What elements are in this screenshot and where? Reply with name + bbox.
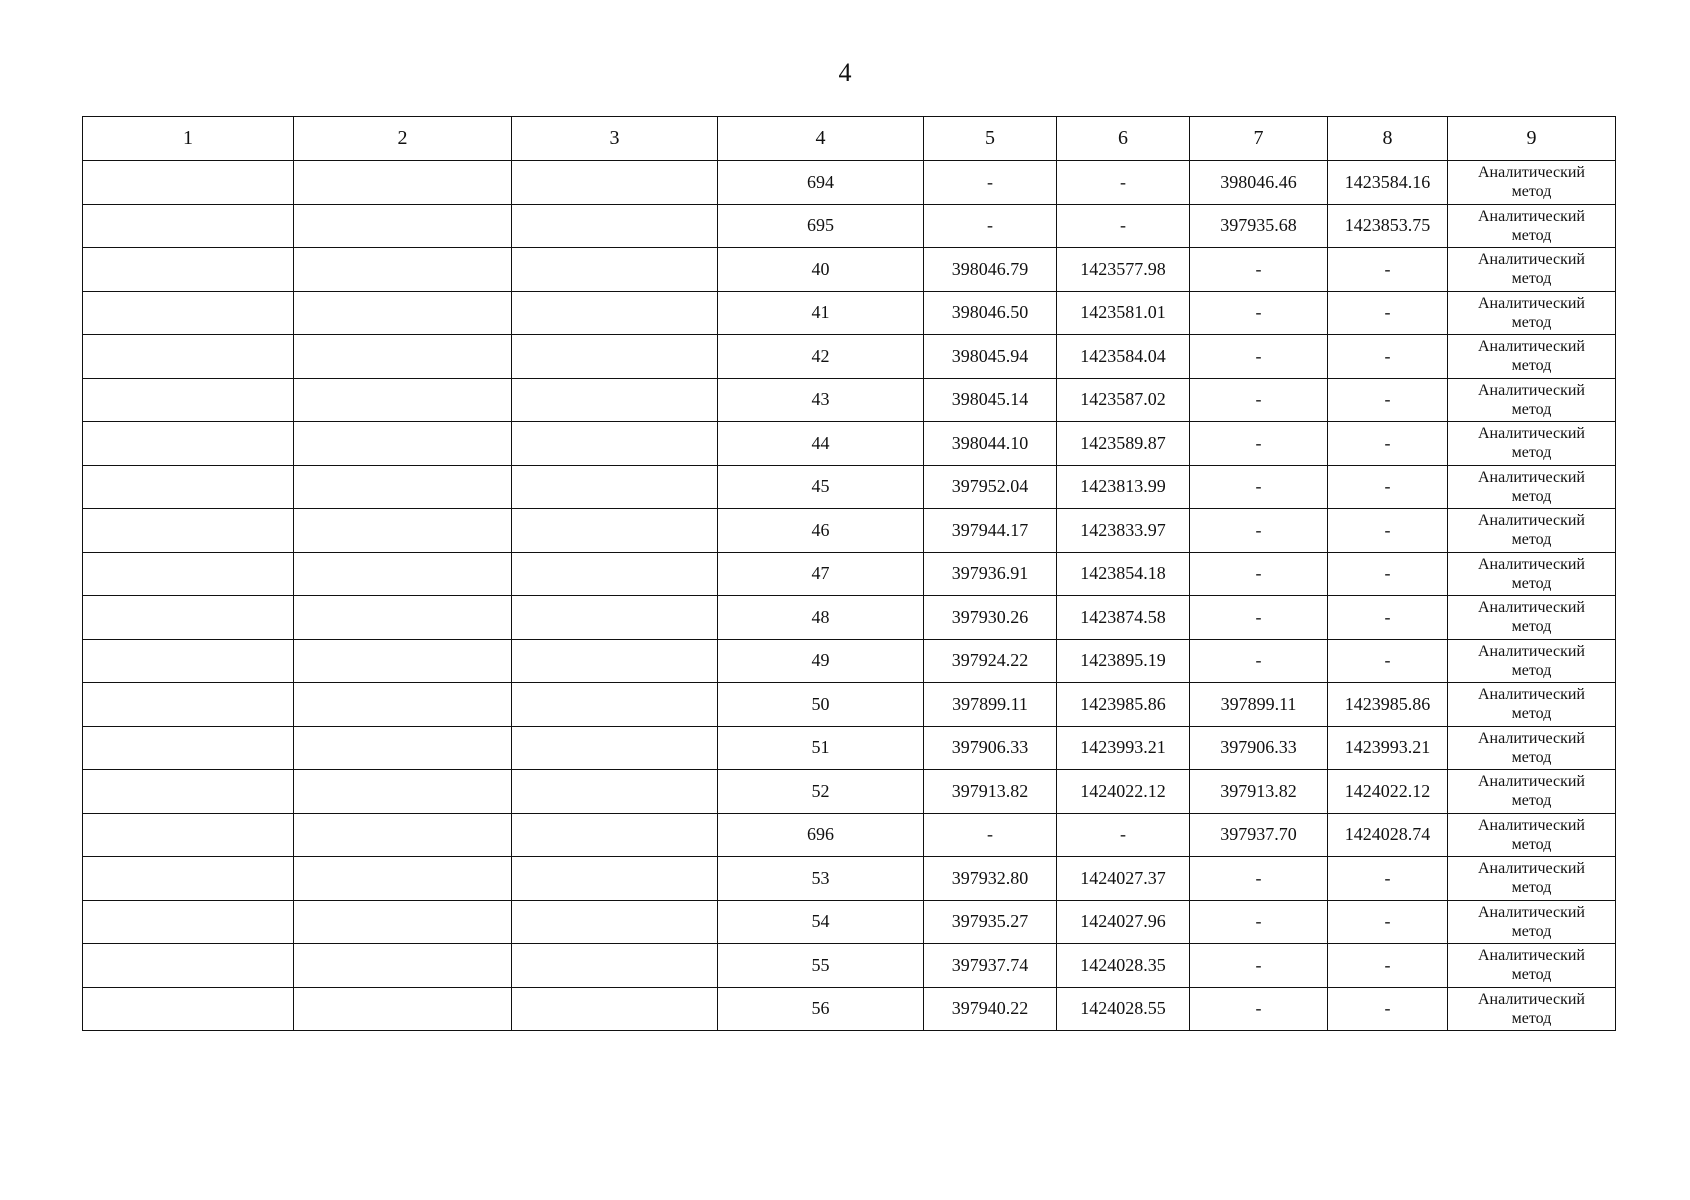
cell-col1 xyxy=(83,944,294,988)
method-line-2: метод xyxy=(1511,270,1552,288)
cell-y-existing: 1423584.04 xyxy=(1057,335,1190,379)
table-row xyxy=(83,944,1616,988)
method-line-2: метод xyxy=(1511,922,1552,940)
method-line-1: Аналитический xyxy=(1477,860,1585,878)
cell-col1 xyxy=(83,509,294,553)
cell-x-refined: - xyxy=(1190,596,1328,640)
cell-x-refined: 397899.11 xyxy=(1190,683,1328,727)
cell-col3 xyxy=(512,596,718,640)
cell-x-refined: - xyxy=(1190,509,1328,553)
cell-method xyxy=(1448,509,1616,553)
cell-point-number: 52 xyxy=(718,770,924,814)
cell-col1 xyxy=(83,596,294,640)
cell-col3 xyxy=(512,552,718,596)
cell-y-refined: - xyxy=(1328,378,1448,422)
method-line-2: метод xyxy=(1511,966,1552,984)
cell-point-number: 51 xyxy=(718,726,924,770)
method-line-1: Аналитический xyxy=(1477,903,1585,921)
cell-x-existing: 397937.74 xyxy=(924,944,1057,988)
method-line-2: метод xyxy=(1511,444,1552,462)
cell-point-number: 46 xyxy=(718,509,924,553)
cell-x-existing: 397930.26 xyxy=(924,596,1057,640)
cell-y-refined: 1423993.21 xyxy=(1328,726,1448,770)
method-line-1: Аналитический xyxy=(1477,947,1585,965)
cell-col2 xyxy=(294,900,512,944)
cell-y-existing: 1423895.19 xyxy=(1057,639,1190,683)
cell-col3 xyxy=(512,465,718,509)
column-header: 2 xyxy=(294,117,512,161)
cell-y-existing: 1423813.99 xyxy=(1057,465,1190,509)
cell-col3 xyxy=(512,987,718,1031)
cell-x-refined: - xyxy=(1190,335,1328,379)
table-row xyxy=(83,422,1616,466)
method-line-2: метод xyxy=(1511,792,1552,810)
method-line-1: Аналитический xyxy=(1477,207,1585,225)
column-header: 4 xyxy=(718,117,924,161)
cell-point-number: 41 xyxy=(718,291,924,335)
table-row xyxy=(83,248,1616,292)
cell-col2 xyxy=(294,987,512,1031)
cell-col2 xyxy=(294,161,512,205)
cell-point-number: 43 xyxy=(718,378,924,422)
cell-method xyxy=(1448,161,1616,205)
cell-col2 xyxy=(294,509,512,553)
cell-col3 xyxy=(512,770,718,814)
header-row xyxy=(83,117,1616,161)
cell-col1 xyxy=(83,857,294,901)
cell-x-refined: 398046.46 xyxy=(1190,161,1328,205)
method-line-1: Аналитический xyxy=(1477,425,1585,443)
table-row xyxy=(83,639,1616,683)
cell-y-refined: - xyxy=(1328,248,1448,292)
cell-col3 xyxy=(512,204,718,248)
method-line-1: Аналитический xyxy=(1477,164,1585,182)
cell-col3 xyxy=(512,726,718,770)
cell-point-number: 53 xyxy=(718,857,924,901)
cell-point-number: 55 xyxy=(718,944,924,988)
cell-y-refined: 1423853.75 xyxy=(1328,204,1448,248)
method-line-2: метод xyxy=(1511,400,1552,418)
cell-col3 xyxy=(512,857,718,901)
table-row xyxy=(83,204,1616,248)
cell-point-number: 54 xyxy=(718,900,924,944)
cell-x-existing: 397932.80 xyxy=(924,857,1057,901)
method-line-1: Аналитический xyxy=(1477,686,1585,704)
cell-col2 xyxy=(294,291,512,335)
cell-col2 xyxy=(294,683,512,727)
cell-col1 xyxy=(83,378,294,422)
cell-y-refined: - xyxy=(1328,944,1448,988)
cell-point-number: 42 xyxy=(718,335,924,379)
table-row xyxy=(83,857,1616,901)
method-line-2: метод xyxy=(1511,531,1552,549)
cell-method xyxy=(1448,944,1616,988)
method-line-2: метод xyxy=(1511,1009,1552,1027)
coordinates-table xyxy=(82,116,1616,1031)
cell-x-existing: 397936.91 xyxy=(924,552,1057,596)
cell-method xyxy=(1448,683,1616,727)
cell-col2 xyxy=(294,378,512,422)
cell-col1 xyxy=(83,422,294,466)
cell-x-refined: 397937.70 xyxy=(1190,813,1328,857)
method-line-2: метод xyxy=(1511,487,1552,505)
cell-point-number: 696 xyxy=(718,813,924,857)
cell-y-existing: 1423581.01 xyxy=(1057,291,1190,335)
cell-col1 xyxy=(83,291,294,335)
column-header: 8 xyxy=(1328,117,1448,161)
cell-x-existing: - xyxy=(924,161,1057,205)
method-line-1: Аналитический xyxy=(1477,729,1585,747)
method-line-2: метод xyxy=(1511,574,1552,592)
method-line-1: Аналитический xyxy=(1477,338,1585,356)
cell-method xyxy=(1448,639,1616,683)
cell-y-existing: 1424022.12 xyxy=(1057,770,1190,814)
cell-x-existing: 398045.14 xyxy=(924,378,1057,422)
cell-x-refined: 397906.33 xyxy=(1190,726,1328,770)
table-row xyxy=(83,770,1616,814)
method-line-2: метод xyxy=(1511,618,1552,636)
cell-col3 xyxy=(512,900,718,944)
cell-col2 xyxy=(294,552,512,596)
page-number: 4 xyxy=(838,58,852,87)
cell-y-refined: - xyxy=(1328,291,1448,335)
cell-x-existing: - xyxy=(924,813,1057,857)
cell-col2 xyxy=(294,726,512,770)
method-line-1: Аналитический xyxy=(1477,816,1585,834)
column-header: 5 xyxy=(924,117,1057,161)
cell-y-existing: 1424028.35 xyxy=(1057,944,1190,988)
cell-point-number: 48 xyxy=(718,596,924,640)
method-line-2: метод xyxy=(1511,313,1552,331)
column-header: 9 xyxy=(1448,117,1616,161)
cell-x-refined: - xyxy=(1190,639,1328,683)
column-header: 1 xyxy=(83,117,294,161)
table-row xyxy=(83,726,1616,770)
method-line-1: Аналитический xyxy=(1477,294,1585,312)
method-line-1: Аналитический xyxy=(1477,599,1585,617)
cell-method xyxy=(1448,465,1616,509)
cell-method xyxy=(1448,596,1616,640)
cell-y-existing: 1424027.96 xyxy=(1057,900,1190,944)
cell-col2 xyxy=(294,857,512,901)
table-row xyxy=(83,900,1616,944)
cell-y-refined: 1424028.74 xyxy=(1328,813,1448,857)
cell-method xyxy=(1448,335,1616,379)
method-line-2: метод xyxy=(1511,226,1552,244)
method-line-2: метод xyxy=(1511,835,1552,853)
cell-y-refined: - xyxy=(1328,465,1448,509)
cell-col2 xyxy=(294,204,512,248)
method-line-1: Аналитический xyxy=(1477,251,1585,269)
cell-x-existing: 397940.22 xyxy=(924,987,1057,1031)
method-line-1: Аналитический xyxy=(1477,773,1585,791)
cell-col2 xyxy=(294,639,512,683)
cell-y-existing: 1423587.02 xyxy=(1057,378,1190,422)
cell-x-refined: - xyxy=(1190,944,1328,988)
cell-point-number: 50 xyxy=(718,683,924,727)
cell-col2 xyxy=(294,465,512,509)
table-row xyxy=(83,291,1616,335)
cell-x-refined: - xyxy=(1190,857,1328,901)
cell-col1 xyxy=(83,465,294,509)
cell-y-refined: - xyxy=(1328,335,1448,379)
cell-method xyxy=(1448,900,1616,944)
table-row xyxy=(83,161,1616,205)
cell-y-refined: 1423985.86 xyxy=(1328,683,1448,727)
table-row xyxy=(83,378,1616,422)
cell-col3 xyxy=(512,248,718,292)
cell-col1 xyxy=(83,726,294,770)
table-row xyxy=(83,552,1616,596)
cell-x-refined: 397935.68 xyxy=(1190,204,1328,248)
cell-point-number: 56 xyxy=(718,987,924,1031)
cell-x-existing: 398044.10 xyxy=(924,422,1057,466)
cell-col1 xyxy=(83,813,294,857)
cell-y-existing: 1423833.97 xyxy=(1057,509,1190,553)
cell-y-refined: - xyxy=(1328,900,1448,944)
column-header: 7 xyxy=(1190,117,1328,161)
cell-method xyxy=(1448,770,1616,814)
cell-col3 xyxy=(512,422,718,466)
cell-method xyxy=(1448,291,1616,335)
cell-x-existing: 398046.50 xyxy=(924,291,1057,335)
cell-col1 xyxy=(83,639,294,683)
cell-x-existing: 397935.27 xyxy=(924,900,1057,944)
cell-col2 xyxy=(294,596,512,640)
cell-point-number: 44 xyxy=(718,422,924,466)
cell-col3 xyxy=(512,161,718,205)
cell-x-refined: - xyxy=(1190,900,1328,944)
table-row xyxy=(83,465,1616,509)
cell-col1 xyxy=(83,683,294,727)
cell-y-refined: - xyxy=(1328,987,1448,1031)
cell-point-number: 49 xyxy=(718,639,924,683)
method-line-1: Аналитический xyxy=(1477,642,1585,660)
cell-x-refined: - xyxy=(1190,248,1328,292)
cell-y-existing: - xyxy=(1057,161,1190,205)
cell-col3 xyxy=(512,335,718,379)
method-line-1: Аналитический xyxy=(1477,381,1585,399)
cell-col3 xyxy=(512,813,718,857)
column-header: 3 xyxy=(512,117,718,161)
cell-method xyxy=(1448,248,1616,292)
cell-x-existing: 397944.17 xyxy=(924,509,1057,553)
column-header: 6 xyxy=(1057,117,1190,161)
method-line-2: метод xyxy=(1511,748,1552,766)
method-line-2: метод xyxy=(1511,183,1552,201)
cell-x-existing: 397952.04 xyxy=(924,465,1057,509)
cell-y-existing: 1423985.86 xyxy=(1057,683,1190,727)
cell-point-number: 40 xyxy=(718,248,924,292)
cell-col3 xyxy=(512,291,718,335)
cell-col2 xyxy=(294,248,512,292)
cell-col2 xyxy=(294,944,512,988)
cell-point-number: 695 xyxy=(718,204,924,248)
cell-x-existing: 397899.11 xyxy=(924,683,1057,727)
cell-col1 xyxy=(83,335,294,379)
cell-point-number: 45 xyxy=(718,465,924,509)
cell-col1 xyxy=(83,204,294,248)
cell-x-refined: - xyxy=(1190,552,1328,596)
cell-col1 xyxy=(83,987,294,1031)
cell-x-refined: - xyxy=(1190,378,1328,422)
cell-method xyxy=(1448,552,1616,596)
cell-col3 xyxy=(512,683,718,727)
table-row xyxy=(83,509,1616,553)
cell-x-refined: - xyxy=(1190,465,1328,509)
method-line-2: метод xyxy=(1511,879,1552,897)
method-line-1: Аналитический xyxy=(1477,512,1585,530)
cell-col3 xyxy=(512,378,718,422)
cell-col2 xyxy=(294,770,512,814)
cell-method xyxy=(1448,726,1616,770)
cell-col1 xyxy=(83,770,294,814)
cell-x-existing: 397906.33 xyxy=(924,726,1057,770)
cell-method xyxy=(1448,422,1616,466)
cell-y-existing: 1423874.58 xyxy=(1057,596,1190,640)
cell-y-refined: - xyxy=(1328,639,1448,683)
cell-y-existing: 1423993.21 xyxy=(1057,726,1190,770)
cell-y-existing: 1423854.18 xyxy=(1057,552,1190,596)
cell-col1 xyxy=(83,552,294,596)
cell-y-existing: - xyxy=(1057,204,1190,248)
cell-col3 xyxy=(512,944,718,988)
method-line-2: метод xyxy=(1511,661,1552,679)
cell-x-refined: - xyxy=(1190,422,1328,466)
table-row xyxy=(83,335,1616,379)
cell-col2 xyxy=(294,335,512,379)
cell-y-refined: - xyxy=(1328,857,1448,901)
method-line-2: метод xyxy=(1511,357,1552,375)
table-row xyxy=(83,813,1616,857)
cell-col3 xyxy=(512,639,718,683)
cell-col1 xyxy=(83,248,294,292)
table-row xyxy=(83,596,1616,640)
cell-x-refined: - xyxy=(1190,987,1328,1031)
cell-y-refined: - xyxy=(1328,552,1448,596)
method-line-1: Аналитический xyxy=(1477,990,1585,1008)
cell-col1 xyxy=(83,900,294,944)
cell-x-existing: 398046.79 xyxy=(924,248,1057,292)
cell-y-refined: - xyxy=(1328,596,1448,640)
cell-y-existing: 1423577.98 xyxy=(1057,248,1190,292)
method-line-1: Аналитический xyxy=(1477,468,1585,486)
cell-y-refined: - xyxy=(1328,509,1448,553)
cell-point-number: 47 xyxy=(718,552,924,596)
cell-x-existing: 397913.82 xyxy=(924,770,1057,814)
cell-x-refined: - xyxy=(1190,291,1328,335)
cell-x-existing: 397924.22 xyxy=(924,639,1057,683)
cell-method xyxy=(1448,378,1616,422)
cell-y-existing: 1424028.55 xyxy=(1057,987,1190,1031)
cell-col3 xyxy=(512,509,718,553)
cell-col2 xyxy=(294,813,512,857)
cell-y-existing: 1423589.87 xyxy=(1057,422,1190,466)
cell-method xyxy=(1448,204,1616,248)
table-row xyxy=(83,683,1616,727)
cell-x-refined: 397913.82 xyxy=(1190,770,1328,814)
cell-y-existing: - xyxy=(1057,813,1190,857)
cell-y-refined: 1424022.12 xyxy=(1328,770,1448,814)
cell-y-existing: 1424027.37 xyxy=(1057,857,1190,901)
method-line-1: Аналитический xyxy=(1477,555,1585,573)
method-line-2: метод xyxy=(1511,705,1552,723)
cell-method xyxy=(1448,987,1616,1031)
table-row xyxy=(83,987,1616,1031)
cell-y-refined: - xyxy=(1328,422,1448,466)
cell-point-number: 694 xyxy=(718,161,924,205)
cell-col2 xyxy=(294,422,512,466)
cell-method xyxy=(1448,857,1616,901)
cell-col1 xyxy=(83,161,294,205)
cell-x-existing: 398045.94 xyxy=(924,335,1057,379)
cell-method xyxy=(1448,813,1616,857)
cell-y-refined: 1423584.16 xyxy=(1328,161,1448,205)
cell-x-existing: - xyxy=(924,204,1057,248)
